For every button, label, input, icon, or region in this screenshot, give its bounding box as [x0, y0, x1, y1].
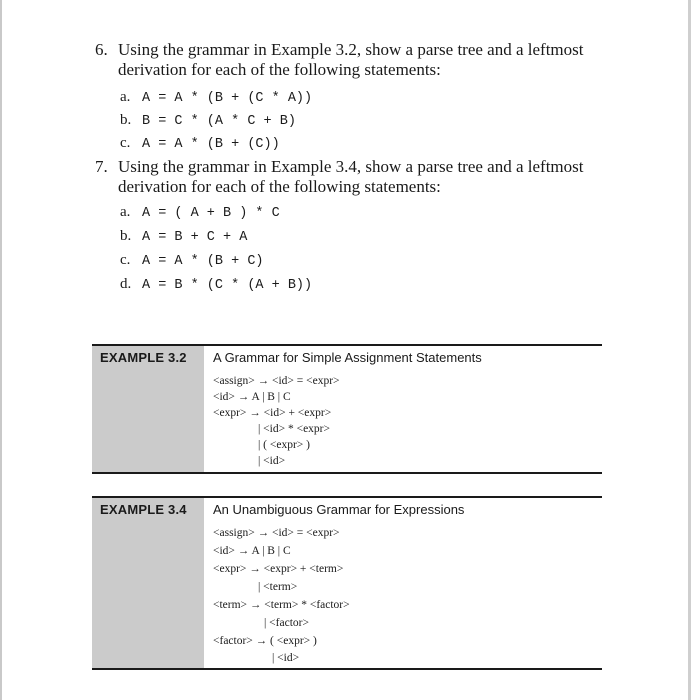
example-3-2-title: A Grammar for Simple Assignment Statements [213, 350, 482, 365]
q6-item-c [120, 133, 280, 153]
example-3-4-box [92, 496, 602, 670]
example-3-4-rule-8: | <id> [272, 652, 300, 664]
q6-item-a [120, 87, 312, 107]
q7-item-c-code: A = A * (B + C) [142, 254, 264, 269]
q7-number: 7. [95, 157, 108, 176]
q7-item-b [120, 226, 247, 246]
q7-item-d-code: A = B * (C * (A + B)) [142, 278, 313, 293]
q7-line1: Using the grammar in Example 3.4, show a parse tree and a leftmost [118, 157, 584, 176]
example-3-4-rule-6: | <factor> [264, 617, 309, 629]
q6-item-a-code: A = A * (B + (C * A)) [142, 91, 313, 106]
example-3-4-bottom-rule [92, 668, 602, 670]
example-3-2-rule-6: | <id> [258, 455, 286, 467]
example-3-2-rule-5: | ( <expr> ) [258, 439, 310, 451]
example-3-4-rule-4: | <term> [258, 581, 298, 593]
q7-item-d [120, 274, 312, 294]
example-3-4-label: EXAMPLE 3.4 [100, 502, 187, 517]
q6-line2: derivation for each of the following statements: [118, 60, 441, 79]
example-3-4-rule-1: <assign> → <id> = <expr> [213, 527, 340, 539]
q7-text [118, 157, 583, 197]
example-3-4-rule-7: <factor> → ( <expr> ) [213, 635, 317, 647]
example-3-2-rule-4: | <id> * <expr> [258, 423, 330, 435]
example-3-4-rule-2: <id> → A | B | C [213, 545, 291, 557]
example-3-2-label: EXAMPLE 3.2 [100, 350, 187, 365]
example-3-2-bottom-rule [92, 472, 602, 474]
q6-item-c-label: c. [120, 135, 131, 151]
page-edge-left [0, 0, 2, 700]
q7-item-c-label: c. [120, 252, 131, 268]
example-3-2-rule-2: <id> → A | B | C [213, 391, 291, 403]
example-3-4-title: An Unambiguous Grammar for Expressions [213, 502, 465, 517]
q6-item-b [120, 110, 296, 130]
q7-item-a-label: a. [120, 204, 131, 220]
q6-item-c-code: A = A * (B + (C)) [142, 137, 280, 152]
example-3-4-label-panel [92, 498, 204, 668]
q7-item-d-label: d. [120, 276, 132, 292]
q6-line1: Using the grammar in Example 3.2, show a parse tree and a leftmost [118, 40, 584, 59]
q7-item-b-label: b. [120, 228, 132, 244]
q6-item-a-label: a. [120, 89, 131, 105]
q7-item-a-code: A = ( A + B ) * C [142, 206, 280, 221]
q6-item-b-label: b. [120, 112, 132, 128]
example-3-4-rule-3: <expr> → <expr> + <term> [213, 563, 344, 575]
example-3-2-rule-3: <expr> → <id> + <expr> [213, 407, 332, 419]
q6-text [118, 40, 583, 80]
q6-item-b-code: B = C * (A * C + B) [142, 114, 296, 129]
q7-line2: derivation for each of the following statements: [118, 177, 441, 196]
q6-number: 6. [95, 40, 108, 59]
example-3-2-rule-1: <assign> → <id> = <expr> [213, 375, 340, 387]
q7-item-a [120, 202, 280, 222]
q7-item-b-code: A = B + C + A [142, 230, 248, 245]
example-3-4-rule-5: <term> → <term> * <factor> [213, 599, 350, 611]
example-3-2-box [92, 344, 602, 474]
q7-item-c [120, 250, 264, 270]
